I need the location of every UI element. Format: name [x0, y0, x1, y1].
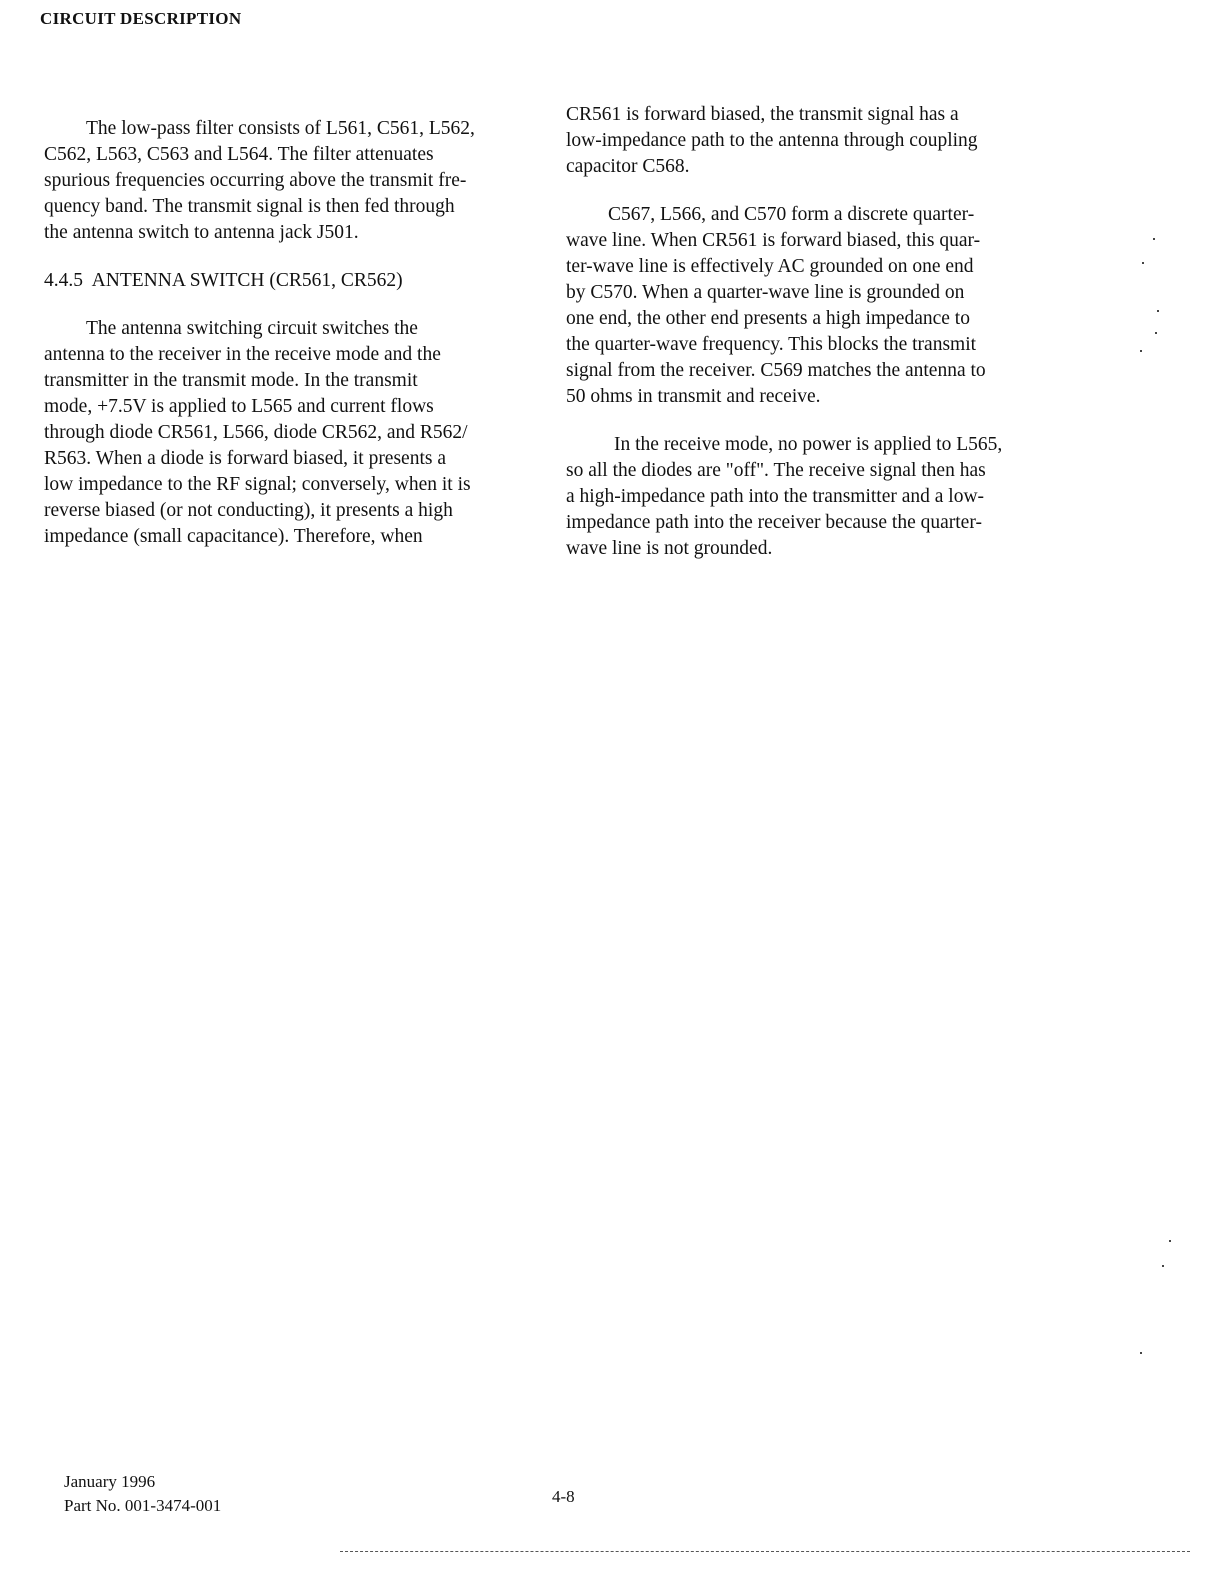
text-line: impedance path into the receiver because the quarter- — [566, 512, 982, 533]
text-line: In the receive mode, no power is applied to L565, — [614, 434, 1003, 455]
text-line: through diode CR561, L566, diode CR562, and R562/ — [44, 422, 468, 443]
scan-speck — [1142, 262, 1144, 264]
text-line: quency band. The transmit signal is then fed through — [44, 196, 455, 217]
text-line: one end, the other end presents a high impedance to — [566, 308, 970, 329]
text-line: spurious frequencies occurring above the transmit fre- — [44, 170, 467, 191]
receive-mode-paragraph — [566, 432, 1056, 562]
left-column — [44, 116, 534, 572]
text-line: so all the diodes are "off". The receive signal then has — [566, 460, 986, 481]
section-heading-text: 4.4.5 ANTENNA SWITCH (CR561, CR562) — [44, 270, 403, 291]
text-line: wave line is not grounded. — [566, 538, 773, 559]
text-line: by C570. When a quarter-wave line is grounded on — [566, 282, 965, 303]
footer-part-number: Part No. 001-3474-001 — [64, 1496, 222, 1515]
scan-artifact-line — [340, 1551, 1190, 1552]
text-line: C567, L566, and C570 form a discrete quarter- — [608, 204, 975, 225]
page-number: 4-8 — [552, 1487, 575, 1506]
text-line: R563. When a diode is forward biased, it presents a — [44, 448, 446, 469]
text-line: the antenna switch to antenna jack J501. — [44, 222, 359, 243]
text-line: transmitter in the transmit mode. In the transmit — [44, 370, 418, 391]
text-line: The antenna switching circuit switches the — [86, 318, 418, 339]
text-line: the quarter-wave frequency. This blocks the transmit — [566, 334, 977, 355]
quarter-wave-paragraph — [566, 202, 1056, 410]
text-line: mode, +7.5V is applied to L565 and current flows — [44, 396, 434, 417]
scan-speck — [1162, 1265, 1164, 1267]
forward-bias-paragraph — [566, 102, 1056, 180]
text-line: C562, L563, C563 and L564. The filter attenuates — [44, 144, 434, 165]
text-line: signal from the receiver. C569 matches the antenna to — [566, 360, 986, 381]
scan-speck — [1157, 310, 1159, 312]
scan-speck — [1140, 1352, 1142, 1354]
right-column — [566, 102, 1056, 584]
low-pass-filter-paragraph — [44, 116, 534, 246]
text-line: impedance (small capacitance). Therefore, when — [44, 526, 423, 547]
footer-info — [64, 1470, 221, 1518]
text-line: ter-wave line is effectively AC grounded on one end — [566, 256, 974, 277]
scan-speck — [1169, 1240, 1171, 1242]
scan-speck — [1140, 350, 1142, 352]
text-line: The low-pass filter consists of L561, C561, L562, — [86, 118, 475, 139]
text-line: a high-impedance path into the transmitter and a low- — [566, 486, 985, 507]
footer-date: January 1996 — [64, 1472, 156, 1491]
text-line: CR561 is forward biased, the transmit signal has a — [566, 104, 959, 125]
text-line: low-impedance path to the antenna through coupling — [566, 130, 978, 151]
page-header: CIRCUIT DESCRIPTION — [40, 9, 242, 28]
text-line: low impedance to the RF signal; conversely, when it is — [44, 474, 471, 495]
text-line: capacitor C568. — [566, 156, 690, 177]
section-heading — [44, 268, 534, 294]
scan-speck — [1155, 332, 1157, 334]
antenna-switch-paragraph — [44, 316, 534, 550]
text-line: antenna to the receiver in the receive mode and the — [44, 344, 441, 365]
text-line: wave line. When CR561 is forward biased, this quar- — [566, 230, 981, 251]
text-line: reverse biased (or not conducting), it presents a high — [44, 500, 453, 521]
scan-speck — [1153, 238, 1155, 240]
text-line: 50 ohms in transmit and receive. — [566, 386, 821, 407]
